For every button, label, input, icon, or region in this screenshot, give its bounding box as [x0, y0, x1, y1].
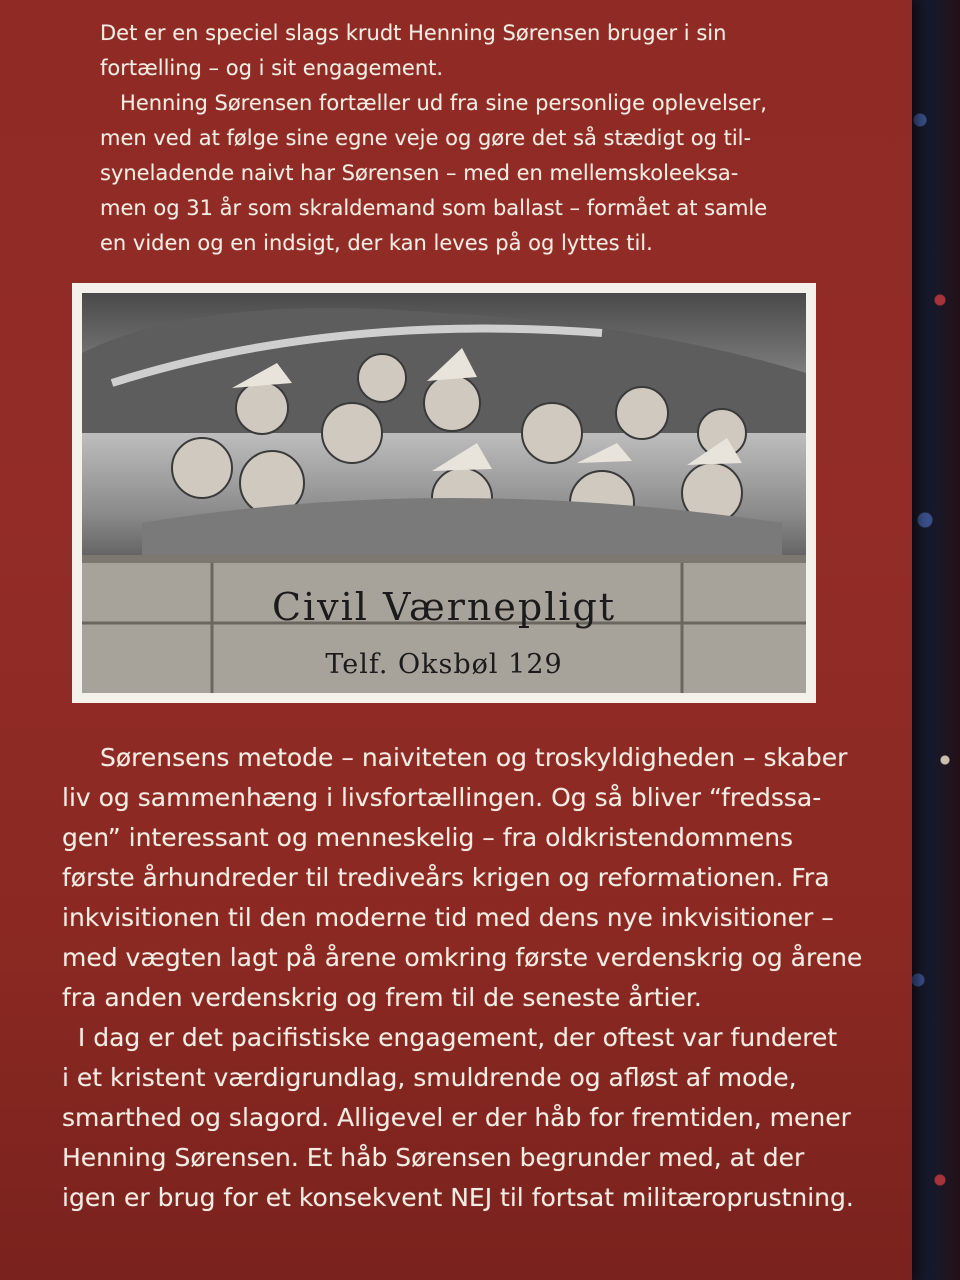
text-line: igen er brug for et konsekvent NEJ til fortsat militæroprustning.: [62, 1183, 854, 1212]
text-line: syneladende naivt har Sørensen – med en mellemskoleeksa-: [100, 161, 739, 185]
text-line: Sørensens metode – naiviteten og troskyldigheden – skaber: [100, 743, 848, 772]
text-line: men og 31 år som skraldemand som ballast – formået at samle: [100, 196, 768, 220]
truck-text-line1: Civil Værnepligt: [271, 585, 617, 629]
text-line: gen” interessant og menneskelig – fra oldkristendommens: [62, 823, 794, 852]
text-line: første århundreder til trediveårs krigen og reformationen. Fra: [62, 863, 830, 892]
text-line: smarthed og slagord. Alligevel er der håb for fremtiden, mener: [62, 1103, 851, 1132]
top-paragraphs: [100, 16, 800, 261]
text-line: en viden og en indsigt, der kan leves på og lyttes til.: [100, 231, 653, 255]
text-line: Henning Sørensen. Et håb Sørensen begrunder med, at der: [62, 1143, 805, 1172]
text-line: i et kristent værdigrundlag, smuldrende og afløst af mode,: [62, 1063, 797, 1092]
historical-photo: [82, 293, 806, 693]
text-line: inkvisitionen til den moderne tid med dens nye inkvisitioner –: [62, 903, 834, 932]
text-line: men ved at følge sine egne veje og gøre det så stædigt og til-: [100, 126, 752, 150]
photo-frame: [72, 283, 816, 703]
truck-text-line2: Telf. Oksbøl 129: [325, 649, 563, 680]
truck-illustration: [82, 293, 806, 693]
text-line: Henning Sørensen fortæller ud fra sine personlige oplevelser,: [100, 91, 767, 115]
text-line: Det er en speciel slags krudt Henning Sørensen bruger i sin: [100, 21, 727, 45]
text-line: fra anden verdenskrig og frem til de seneste årtier.: [62, 983, 702, 1012]
text-line: liv og sammenhæng i livsfortællingen. Og så bliver “fredssa-: [62, 783, 822, 812]
text-line: fortælling – og i sit engagement.: [100, 56, 444, 80]
text-line: med vægten lagt på årene omkring første verdenskrig og årene: [62, 943, 863, 972]
text-line: I dag er det pacifistiske engagement, der oftest var funderet: [62, 1023, 838, 1052]
bottom-paragraphs: [62, 738, 863, 1218]
